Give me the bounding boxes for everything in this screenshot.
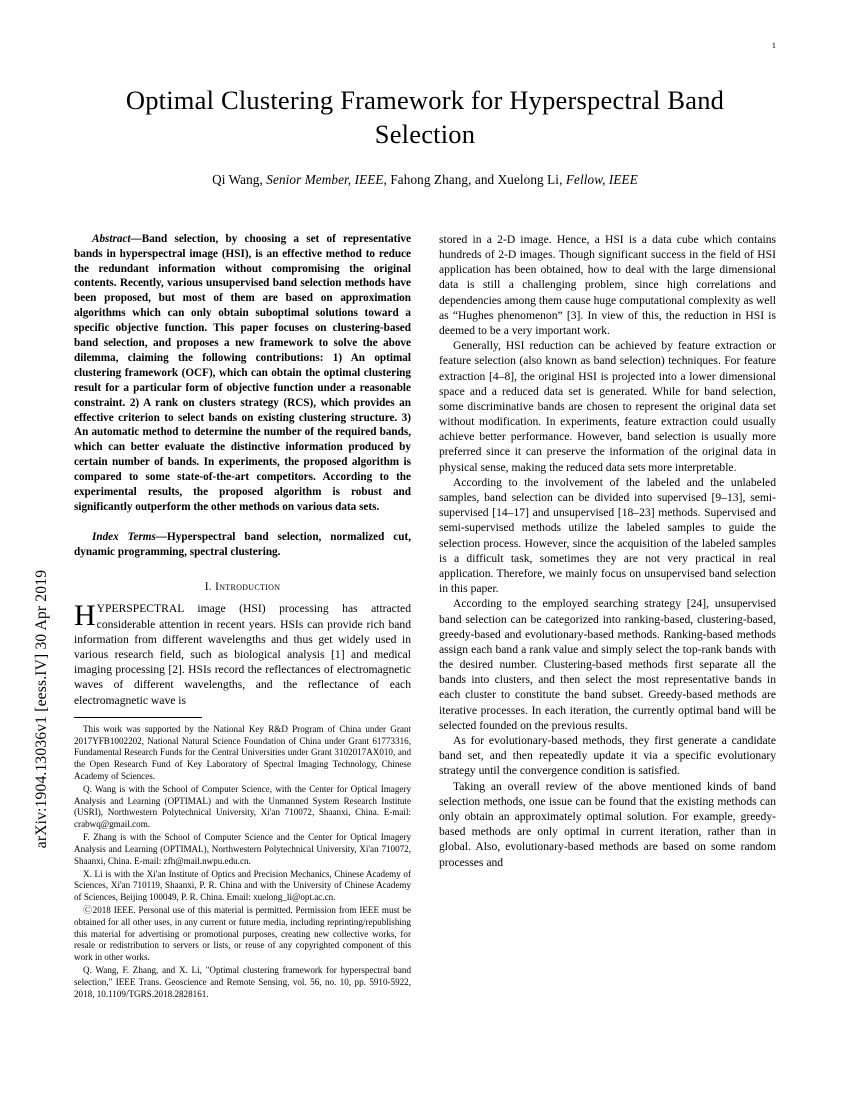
two-column-body bbox=[74, 232, 776, 1002]
author-line bbox=[74, 172, 776, 188]
author-2-name: Fahong Zhang, and Xuelong Li, bbox=[390, 171, 563, 187]
footnote-item: F. Zhang is with the School of Computer Science and the Center for Optical Imagery Analysis and Learning (OPTIMAL), Northwestern Polytechnical University, Xi'an 710072, Shaanxi, China. E-mail: zfh@mail.nwpu.edu.cn. bbox=[74, 832, 411, 866]
index-terms-text: —Hyperspectral band selection, normalized cut, dynamic programming, spectral clustering. bbox=[74, 530, 411, 558]
right-column bbox=[439, 232, 776, 1002]
section-heading-introduction: I. Introduction bbox=[204, 580, 281, 593]
index-terms-label: Index Terms bbox=[92, 530, 156, 543]
footnote-item: X. Li is with the Xi'an Institute of Optics and Precision Mechanics, Chinese Academy of Sciences, Xi'an 710119, Shaanxi, P. R. China and with the University of Chinese Academy of Sciences, Beijing 100049, P. R. China. Email: xuelong_li@opt.ac.cn. bbox=[74, 868, 411, 903]
body-paragraph: According to the employed searching strategy [24], unsupervised band selection can be categorized into ranking-based, clustering-based, greedy-based and evolutionary-based methods. Ranking-based methods assign each band a rank value and simply select the top-rank bands with the desired number. Clustering-based methods first separate all the bands into clusters, and then select the most representative bands in each cluster to constitute the band subset. Greedy-based methods are iterative processes. In each iteration, the currently optimal band will be selected founded on the previous results. bbox=[439, 597, 776, 732]
body-paragraph: Generally, HSI reduction can be achieved by feature extraction or feature selection (also known as band selection) techniques. For feature extraction [4–8], the original HSI is projected into a lower dimensional space and a reduced data set is generated. While for band selection, some discriminative bands are chosen to represent the original data set without modification. In experiments, feature extraction could usually achieve better performance. However, band selection is usually more preferred since it can preserve the information of the original data in physical sense, making the reduced data sets more interpretable. bbox=[439, 339, 776, 474]
page-title: Optimal Clustering Framework for Hyperspectral Band Selection bbox=[125, 85, 725, 149]
body-paragraph: Taking an overall review of the above mentioned kinds of band selection methods, one issue can be found that the existing methods can only obtain an approximately optimal solution. For example, greedy-based methods are only optimal in current iteration, rather than in global. Also, evolutionary-based methods are based on some random processes and bbox=[439, 779, 776, 869]
footnote-block bbox=[74, 724, 411, 1001]
author-2-role: Fellow, IEEE bbox=[565, 171, 638, 187]
abstract-label: Abstract bbox=[92, 232, 131, 245]
intro-paragraph bbox=[74, 601, 411, 707]
drop-cap: H bbox=[74, 599, 96, 633]
footnote-item: Ⓒ2018 IEEE. Personal use of this material is permitted. Permission from IEEE must be obtained for all other uses, in any current or future media, including reprinting/republishing this material for advertising or promotional purposes, creating new collective works, for resale or redistribution to servers or lists, or reuse of any copyrighted component of this work in other works. bbox=[74, 904, 411, 963]
footnote-item: This work was supported by the National Key R&D Program of China under Grant 2017YFB1002202, National Natural Science Foundation of China under Grant 61773316, Fundamental Research Funds for the Central Universities under Grant 3102017AX010, and the Open Research Fund of Key Laboratory of Spectral Imaging Technology, Chinese Academy of Sciences. bbox=[74, 723, 411, 782]
footnote-item: Q. Wang is with the School of Computer Science, with the Center for Optical Imagery Analysis and Learning (OPTIMAL) and with the Unmanned System Research Institute (USRI), Northwestern Polytechnical University, Xi'an 710072, Shaanxi, China. E-mail: crabwq@gmail.com. bbox=[74, 783, 411, 830]
paper-content bbox=[74, 72, 776, 1001]
footnote-divider bbox=[74, 717, 202, 718]
left-column bbox=[74, 232, 411, 1002]
abstract-text: —Band selection, by choosing a set of representative bands in hyperspectral image (HSI), is an effective method to reduce the redundant information without compromising the original contents. Recently, various unsupervised band selection methods have been proposed, but most of them are based on approximation algorithms which can only obtain suboptimal solutions toward a specific objective function. This paper focuses on clustering-based band selection, and proposes a new framework to solve the above dilemma, claiming the following contributions: 1) An optimal clustering framework (OCF), which can obtain the optimal clustering result for a particular form of objective function under a reasonable constraint. 2) A rank on clusters strategy (RCS), which provides an effective criterion to select bands on existing clustering structure. 3) An automatic method to determine the number of the required bands, which can better evaluate the distinctive information produced by certain number of bands. In experiments, the proposed algorithm is compared to some state-of-the-art competitors. According to the experimental results, the proposed algorithm is robust and significantly outperform the other methods on various data sets. bbox=[74, 232, 411, 513]
author-1-role: Senior Member, IEEE, bbox=[266, 171, 387, 187]
arxiv-stamp: arXiv:1904.13036v1 [eess.IV] 30 Apr 2019 bbox=[33, 569, 50, 849]
body-paragraph: As for evolutionary-based methods, they first generate a candidate band set, and then repeatedly update it via a specific evolutionary strategy until the convergence condition is satisfied. bbox=[439, 734, 776, 778]
body-paragraph: stored in a 2-D image. Hence, a HSI is a data cube which contains hundreds of 2-D images. Though significant success in the field of HSI application has been obtained, how to deal with the large dimensional data is still a challenging problem, since high correlations and dependencies among them cause huge computational complexity as well as “Hughes phenomenon” [3]. In view of this, the reduction in HSI is deemed to be a very important work. bbox=[439, 232, 776, 337]
intro-paragraph-text: YPERSPECTRAL image (HSI) processing has attracted considerable attention in recent years. HSIs can provide rich band information from different wavelengths and thus get widely used in various research field, such as biological analysis [1] and medical imaging processing [2]. HSIs record the reflectances of electromagnetic waves of different wavelengths, and the reflectance of each electromagnetic wave is bbox=[74, 602, 411, 707]
index-terms-block bbox=[74, 530, 411, 560]
abstract-block bbox=[74, 232, 411, 515]
author-1-name: Qi Wang, bbox=[212, 171, 263, 187]
page-number: 1 bbox=[771, 40, 776, 50]
body-paragraph: According to the involvement of the labeled and the unlabeled samples, band selection can be divided into supervised [9–13], semi-supervised [14–17] and unsupervised [18–23] methods. Supervised and semi-supervised methods utilize the labeled samples to guide the selection process. However, since the acquisition of the labeled samples is a difficult task, sometimes they are not very practical in real application. Therefore, we mainly focus on unsupervised band selection in this paper. bbox=[439, 475, 776, 596]
footnote-item: Q. Wang, F. Zhang, and X. Li, "Optimal clustering framework for hyperspectral band selection," IEEE Trans. Geoscience and Remote Sensing, vol. 56, no. 10, pp. 5910-5922, 2018, 10.1109/TGRS.2018.2828161. bbox=[74, 965, 411, 999]
